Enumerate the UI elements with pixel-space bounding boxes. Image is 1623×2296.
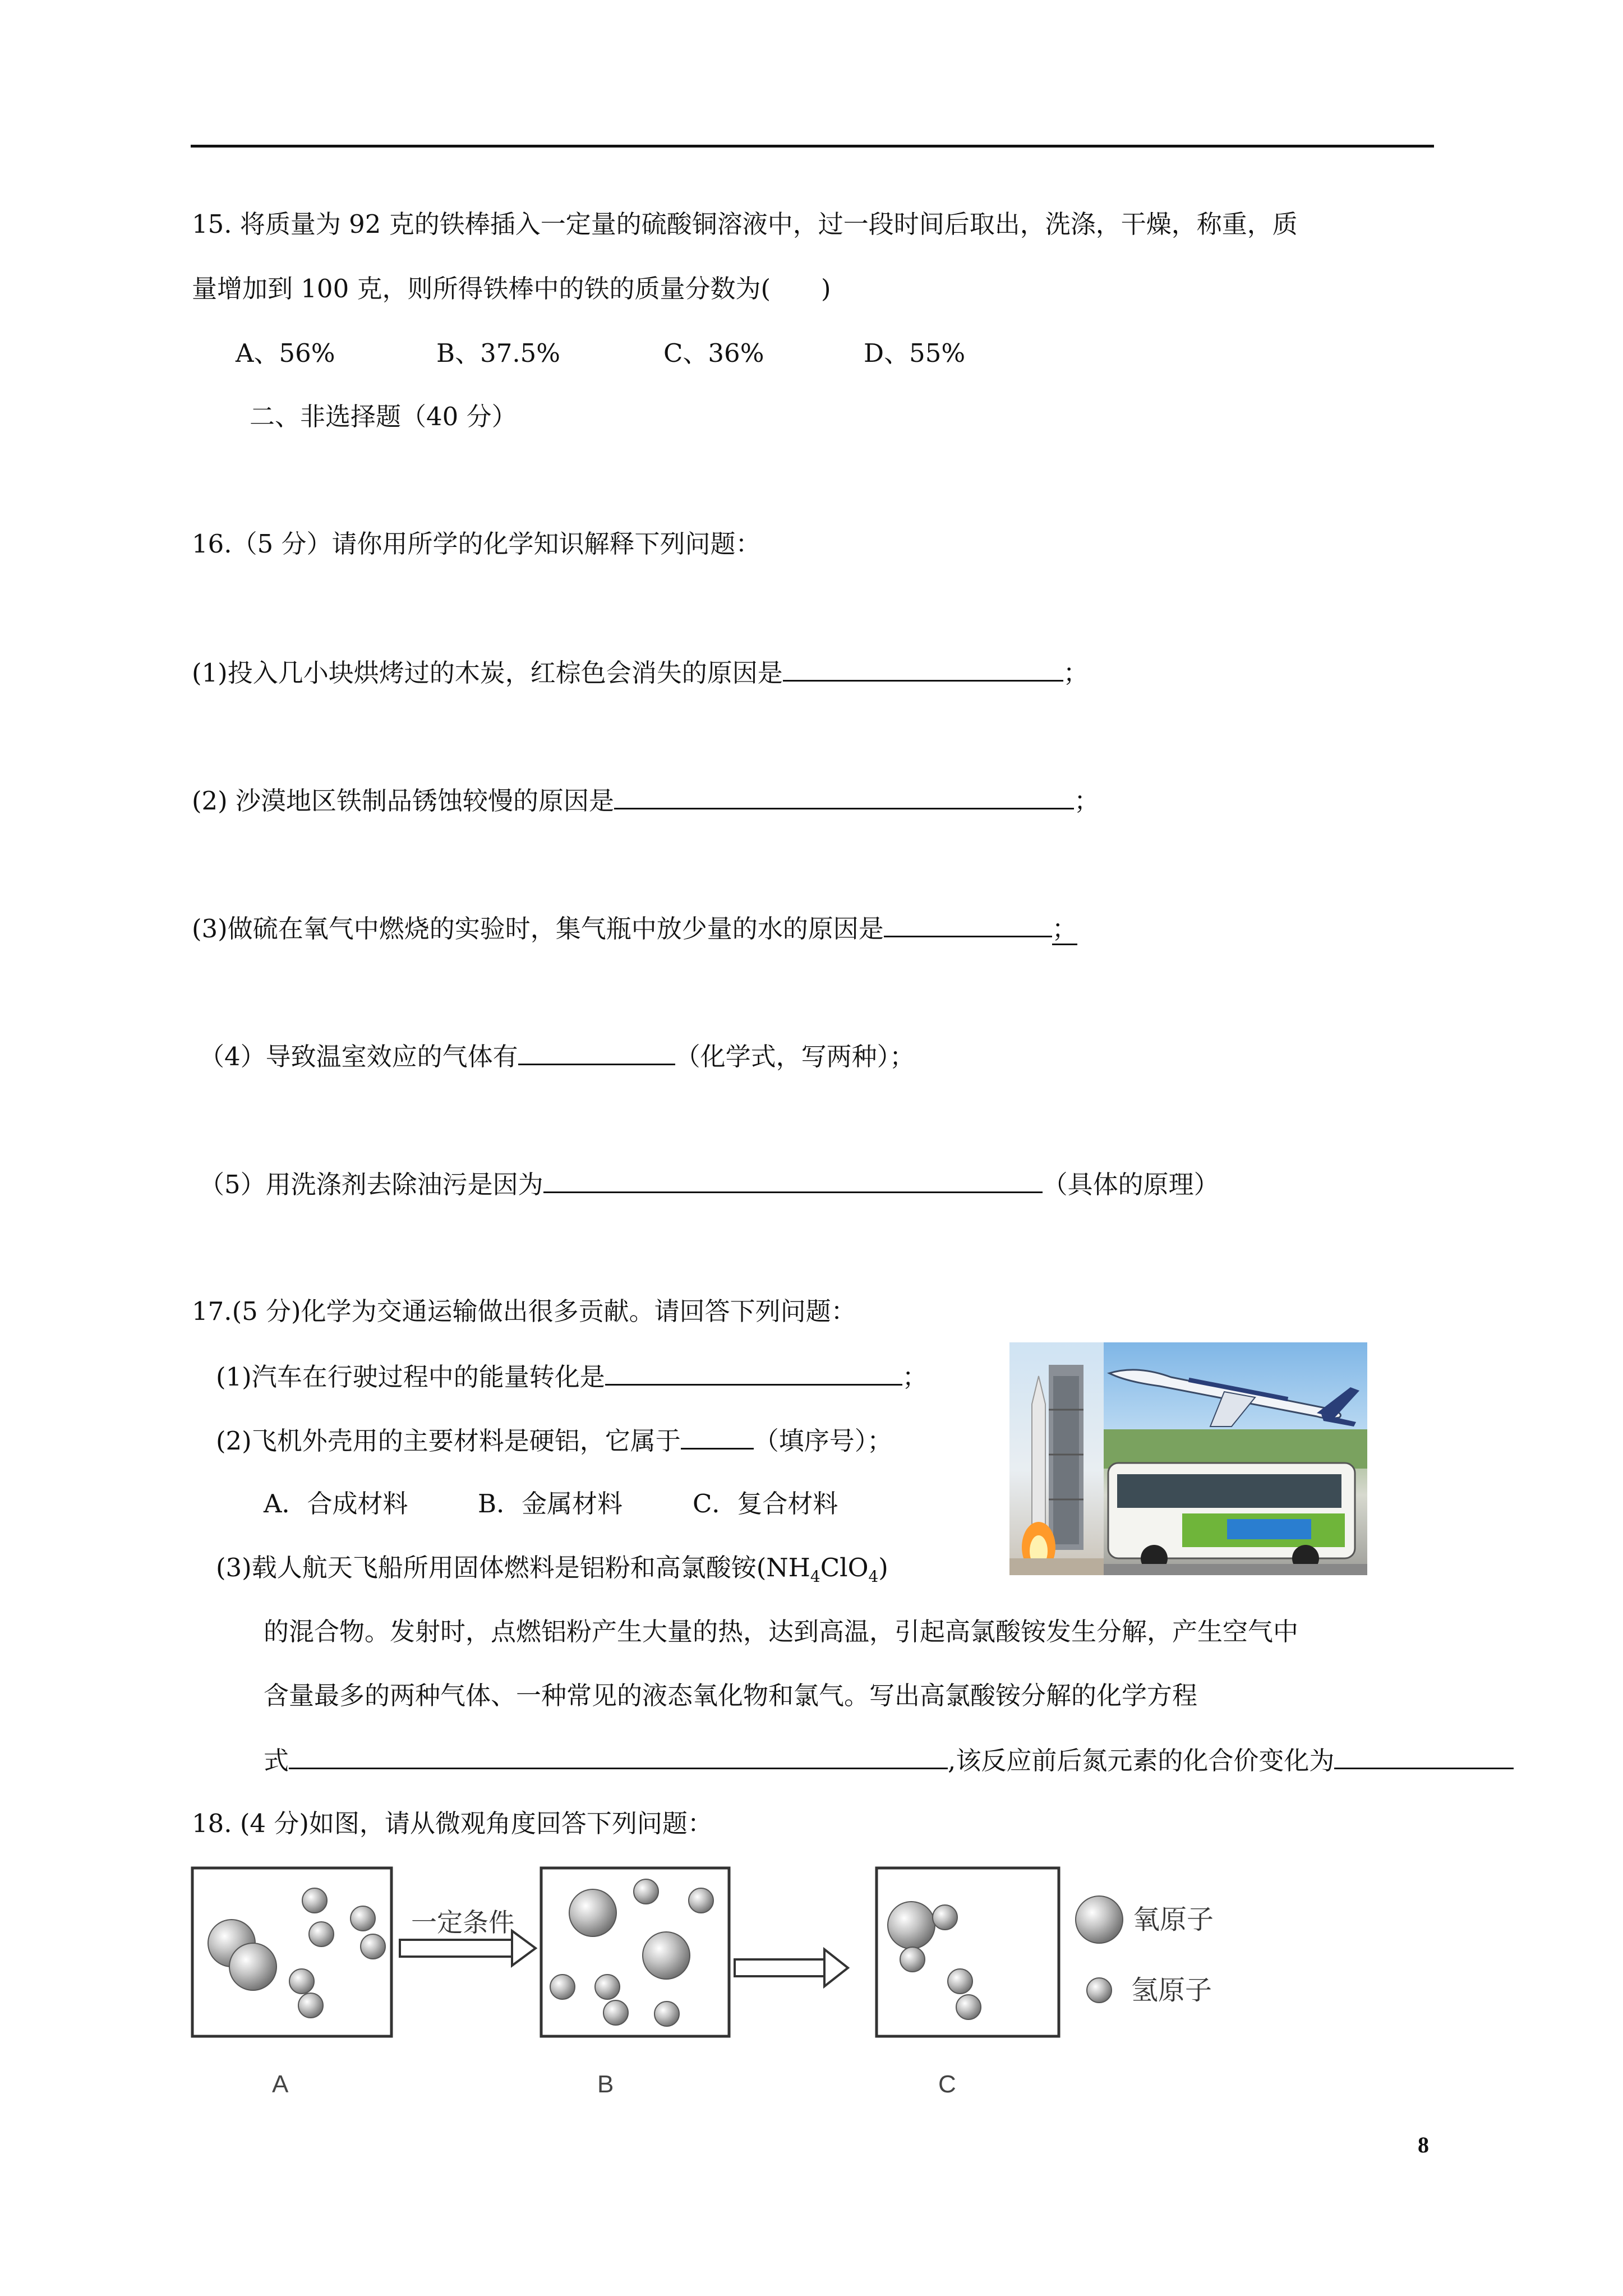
q17-sub-3-line-4-b: ,该反应前后氮元素的化合价变化为 — [948, 1746, 1335, 1775]
q16-sub-3-end: ； — [1052, 914, 1077, 945]
q16-sub-1 — [192, 655, 1089, 690]
q16-sub-5-end: （具体的原理） — [1042, 1170, 1219, 1199]
q17-formula-part: ClO — [820, 1553, 869, 1582]
answer-blank[interactable] — [681, 1423, 754, 1450]
header-rule — [191, 145, 1434, 148]
q17-sub-3-text: (3)载人航天飞船所用固体燃料是铝粉和高氯酸铵(NH — [216, 1553, 810, 1582]
q17-sub-2-end: （填序号）； — [753, 1426, 893, 1456]
bus-icon — [1104, 1429, 1367, 1575]
box-label-b: B — [597, 2070, 614, 2098]
q16-sub-3-text: (3)做硫在氧气中燃烧的实验时，集气瓶中放少量的水的原因是 — [192, 914, 884, 944]
answer-blank[interactable] — [783, 655, 1063, 682]
q17-option-a: A．合成材料 — [264, 1489, 408, 1519]
answer-blank[interactable] — [543, 1167, 1043, 1193]
q16-sub-4-end: （化学式，写两种）； — [675, 1042, 915, 1071]
molecule-reaction-diagram — [188, 1857, 1242, 2109]
q17-sub-3-line-3: 含量最多的两种气体、一种常见的液态氧化物和氯气。写出高氯酸铵分解的化学方程 — [264, 1681, 1198, 1710]
q16-sub-1-end: ； — [1063, 658, 1089, 688]
subscript: 4 — [868, 1567, 879, 1586]
q17-sub-1-text: (1)汽车在行驶过程中的能量转化是 — [216, 1362, 605, 1392]
q16-sub-2-text: (2) 沙漠地区铁制品锈蚀较慢的原因是 — [192, 786, 615, 816]
q15-line-1: 15. 将质量为 92 克的铁棒插入一定量的硫酸铜溶液中，过一段时间后取出，洗涤，干燥，称重，质 — [192, 209, 1298, 239]
reaction-arrow-2 — [735, 1949, 848, 1986]
q17-sub-1 — [216, 1359, 928, 1394]
q15-option-a: A、56% — [236, 338, 335, 368]
q17-sub-2-text: (2)飞机外壳用的主要材料是硬铝，它属于 — [216, 1426, 681, 1456]
box-label-a: A — [272, 2070, 289, 2098]
q15-option-b: B、37.5% — [436, 338, 561, 368]
answer-blank[interactable] — [289, 1743, 948, 1769]
legend-hydrogen: 氢原子 — [1131, 1975, 1212, 2006]
q17-sub-1-end: ； — [902, 1362, 928, 1392]
arrow-condition-label: 一定条件 — [411, 1907, 514, 1938]
q16-stem: 16.（5 分）请你用所学的化学知识解释下列问题： — [192, 529, 761, 559]
q15-option-d: D、55% — [864, 338, 966, 368]
atom-legend — [1076, 1896, 1123, 2003]
q17-sub-3-line-1 — [216, 1551, 888, 1585]
q15-option-c: C、36% — [663, 338, 764, 368]
airplane-icon — [1104, 1342, 1367, 1429]
q15-line-2: 量增加到 100 克，则所得铁棒中的铁的质量分数为( ) — [192, 274, 831, 303]
q16-sub-5-text: （5）用洗涤剂去除油污是因为 — [199, 1170, 543, 1199]
rocket-photo — [1009, 1342, 1104, 1575]
q17-option-c: C．复合材料 — [693, 1489, 838, 1519]
q16-sub-1-text: (1)投入几小块烘烤过的木炭，红棕色会消失的原因是 — [192, 658, 783, 688]
hydrogen-atom-icon — [1087, 1978, 1112, 2003]
q16-sub-2-end: ； — [1074, 786, 1100, 816]
oxygen-atom-icon — [1076, 1896, 1123, 1943]
q17-option-b: B．金属材料 — [478, 1489, 623, 1519]
q16-sub-4 — [199, 1039, 915, 1074]
bus-photo — [1104, 1429, 1367, 1575]
answer-blank[interactable] — [1334, 1743, 1514, 1769]
q16-sub-5 — [199, 1167, 1219, 1202]
q17-sub-3-line-4 — [264, 1743, 1514, 1778]
q16-sub-4-text: （4）导致温室效应的气体有 — [199, 1042, 518, 1071]
q17-stem: 17.(5 分)化学为交通运输做出很多贡献。请回答下列问题： — [192, 1296, 856, 1326]
rocket-icon — [1009, 1342, 1104, 1575]
section-title: 二、非选择题（40 分） — [250, 402, 517, 431]
box-label-c: C — [938, 2070, 956, 2098]
q16-sub-2 — [192, 783, 1099, 818]
q17-sub-2 — [216, 1423, 892, 1458]
q17-sub-3-line-2: 的混合物。发射时，点燃铝粉产生大量的热，达到高温，引起高氯酸铵发生分解，产生空气中 — [264, 1617, 1299, 1646]
answer-blank[interactable] — [518, 1039, 675, 1065]
q17-formula-close: ) — [878, 1553, 888, 1582]
answer-blank[interactable] — [605, 1359, 902, 1386]
answer-blank[interactable] — [884, 911, 1052, 937]
page-number: 8 — [1418, 2132, 1429, 2157]
subscript: 4 — [810, 1567, 820, 1586]
q17-sub-3-line-4-a: 式 — [264, 1746, 289, 1775]
answer-blank[interactable] — [614, 783, 1074, 809]
airplane-photo — [1104, 1342, 1367, 1429]
q16-sub-3 — [192, 911, 1077, 946]
q18-stem: 18. (4 分)如图，请从微观角度回答下列问题： — [192, 1809, 713, 1838]
legend-oxygen: 氧原子 — [1133, 1904, 1214, 1935]
